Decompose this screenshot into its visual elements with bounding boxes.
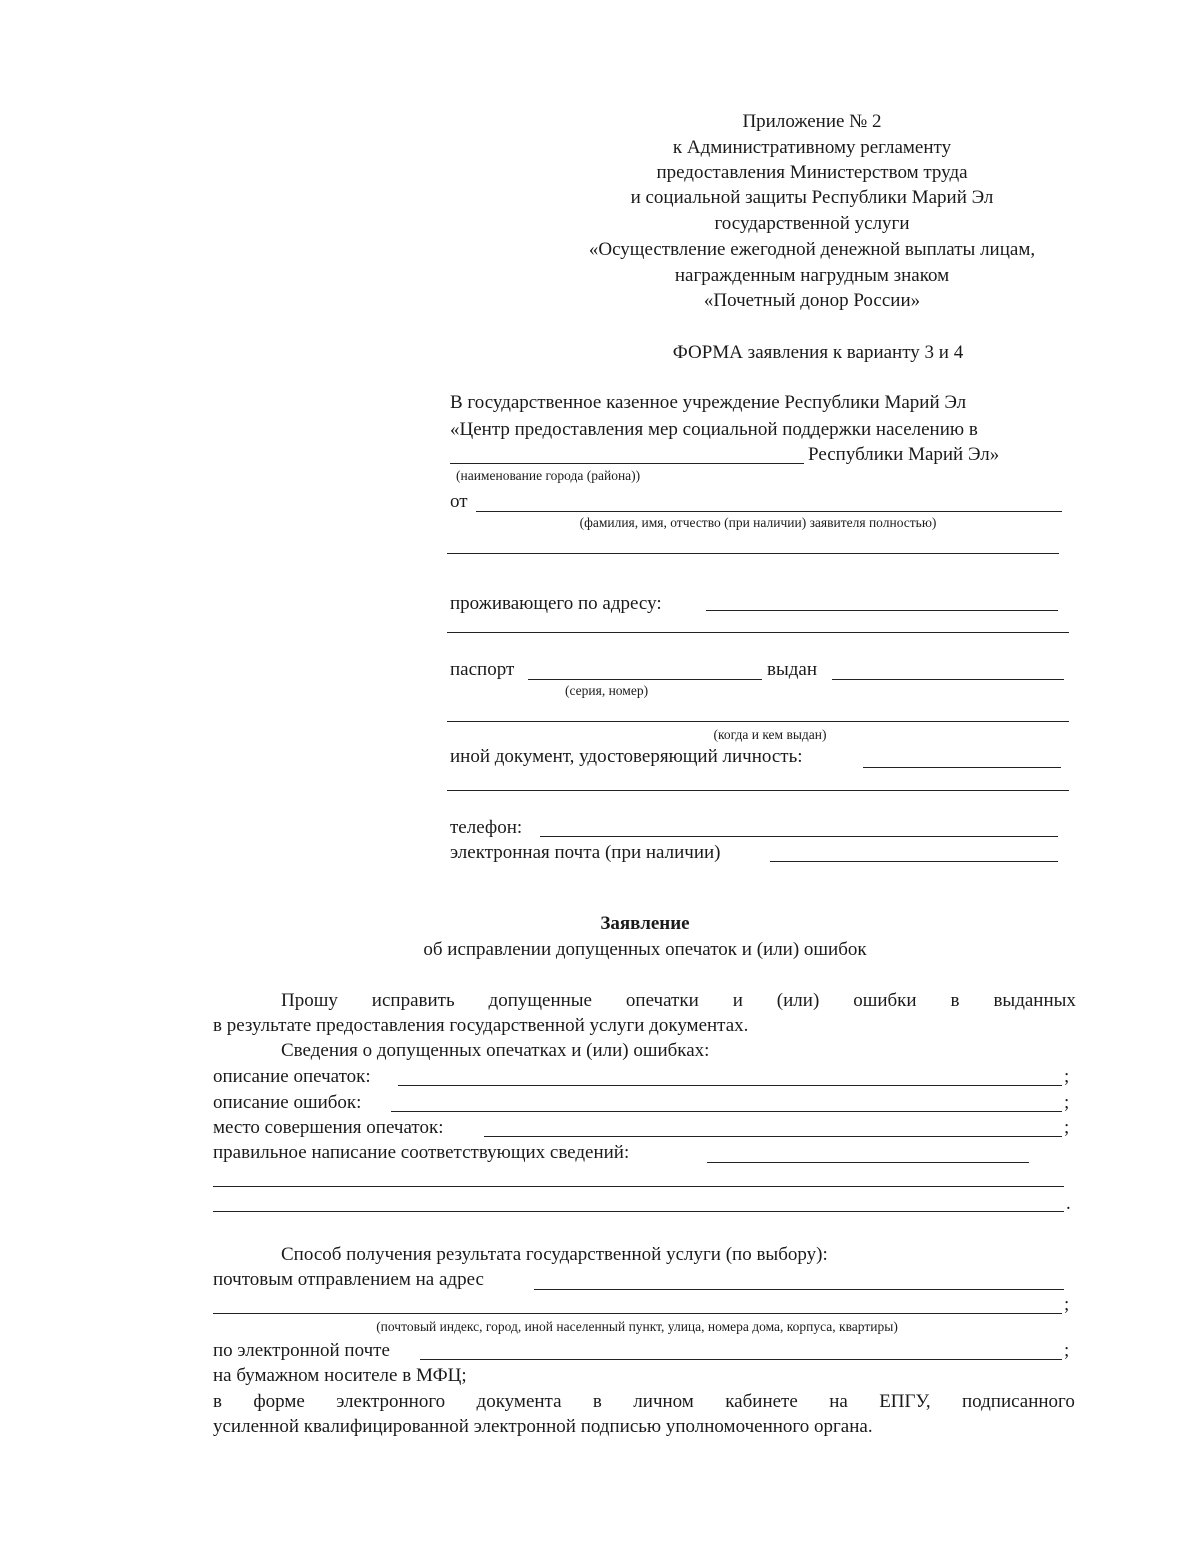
other-doc-field-line-2[interactable]: [447, 790, 1069, 791]
request-word: исправить: [371, 990, 455, 1011]
semicolon: ;: [1064, 1066, 1070, 1087]
passport-label: паспорт: [450, 659, 515, 680]
other-doc-field-line[interactable]: [863, 767, 1061, 768]
address-field-line-2[interactable]: [447, 632, 1069, 633]
semicolon: ;: [1064, 1092, 1070, 1113]
correct-label: правильное написание соответствующих сведений:: [213, 1142, 630, 1163]
email-label: электронная почта (при наличии): [450, 842, 721, 863]
electronic-line-1: [213, 1392, 1075, 1411]
address-label: проживающего по адресу:: [450, 593, 662, 614]
header-line: «Осуществление ежегодной денежной выплаты лицам,: [588, 239, 1036, 260]
electronic-word: документа: [476, 1391, 562, 1412]
correct-field-line-3[interactable]: [213, 1211, 1064, 1212]
post-field-line-2[interactable]: [213, 1313, 1062, 1314]
fio-field-line-2[interactable]: [447, 553, 1059, 554]
phone-label: телефон:: [450, 817, 523, 838]
electronic-word: ЕПГУ,: [879, 1391, 931, 1412]
header-line: предоставления Министерством труда: [656, 162, 968, 183]
issued-hint: (когда и кем выдан): [713, 727, 827, 742]
issued-field-line[interactable]: [832, 679, 1064, 680]
request-word: и: [732, 990, 743, 1011]
electronic-word: на: [829, 1391, 848, 1412]
electronic-word: форме: [253, 1391, 305, 1412]
electronic-word: личном: [633, 1391, 694, 1412]
fio-field-line[interactable]: [476, 511, 1062, 512]
request-word: Прошу: [281, 990, 338, 1011]
fio-hint: (фамилия, имя, отчество (при наличии) заявителя полностью): [579, 515, 937, 530]
delivery-email-label: по электронной почте: [213, 1340, 390, 1361]
request-word: в: [950, 990, 960, 1011]
details-intro: Сведения о допущенных опечатках и (или) ошибках:: [281, 1040, 710, 1061]
other-doc-label: иной документ, удостоверяющий личность:: [450, 746, 803, 767]
request-line-2: в результате предоставления государственной услуги документах.: [213, 1015, 749, 1036]
issued-label: выдан: [767, 659, 818, 680]
addressee-line-1: В государственное казенное учреждение Республики Марий Эл: [450, 392, 967, 413]
request-word: выданных: [993, 990, 1076, 1011]
semicolon: ;: [1064, 1340, 1070, 1361]
phone-field-line[interactable]: [540, 836, 1058, 837]
city-hint: (наименование города (района)): [456, 468, 641, 483]
header-line: «Почетный донор России»: [703, 290, 921, 311]
delivery-intro: Способ получения результата государственной услуги (по выбору):: [281, 1244, 828, 1265]
electronic-word: кабинете: [725, 1391, 798, 1412]
errors-label: описание ошибок:: [213, 1092, 362, 1113]
semicolon: ;: [1064, 1294, 1070, 1315]
address-field-line[interactable]: [706, 610, 1058, 611]
passport-hint: (серия, номер): [565, 683, 649, 698]
electronic-word: подписанного: [962, 1391, 1075, 1412]
delivery-email-field-line[interactable]: [420, 1359, 1062, 1360]
electronic-word: в: [592, 1391, 602, 1412]
electronic-word: электронного: [336, 1391, 446, 1412]
typos-field-line[interactable]: [398, 1085, 1062, 1086]
statement-title: Заявление: [600, 913, 690, 934]
correct-field-line[interactable]: [707, 1162, 1029, 1163]
request-word: допущенные: [488, 990, 592, 1011]
from-label: от: [450, 491, 468, 512]
electronic-word: в: [213, 1391, 222, 1412]
request-word: (или): [776, 990, 820, 1011]
post-hint: (почтовый индекс, город, иной населенный пункт, улица, номера дома, корпуса, квартиры): [376, 1319, 898, 1334]
header-line: государственной услуги: [714, 213, 910, 234]
period: .: [1066, 1193, 1071, 1214]
request-word: опечатки: [625, 990, 699, 1011]
header-line: и социальной защиты Республики Марий Эл: [630, 187, 994, 208]
statement-subtitle: об исправлении допущенных опечаток и (или) ошибок: [423, 939, 867, 960]
place-label: место совершения опечаток:: [213, 1117, 444, 1138]
city-field-line[interactable]: [450, 463, 804, 464]
errors-field-line[interactable]: [391, 1111, 1062, 1112]
appendix-number: Приложение № 2: [742, 111, 882, 132]
request-word: ошибки: [853, 990, 917, 1011]
paper-label: на бумажном носителе в МФЦ;: [213, 1365, 467, 1386]
correct-field-line-2[interactable]: [213, 1186, 1064, 1187]
typos-label: описание опечаток:: [213, 1066, 371, 1087]
header-line: награжденным нагрудным знаком: [674, 265, 950, 286]
place-field-line[interactable]: [484, 1136, 1062, 1137]
semicolon: ;: [1064, 1117, 1070, 1138]
addressee-line-2: «Центр предоставления мер социальной поддержки населению в: [450, 419, 978, 440]
post-field-line[interactable]: [534, 1289, 1064, 1290]
header-line: к Административному регламенту: [672, 137, 952, 158]
electronic-line-2: усиленной квалифицированной электронной подписью уполномоченного органа.: [213, 1416, 873, 1437]
request-line-1: [281, 991, 1076, 1010]
passport-field-line[interactable]: [528, 679, 762, 680]
post-label: почтовым отправлением на адрес: [213, 1269, 484, 1290]
issued-by-field-line[interactable]: [447, 721, 1069, 722]
form-title: ФОРМА заявления к варианту 3 и 4: [672, 342, 964, 363]
email-field-line[interactable]: [770, 861, 1058, 862]
addressee-line-3: Республики Марий Эл»: [808, 444, 1000, 465]
